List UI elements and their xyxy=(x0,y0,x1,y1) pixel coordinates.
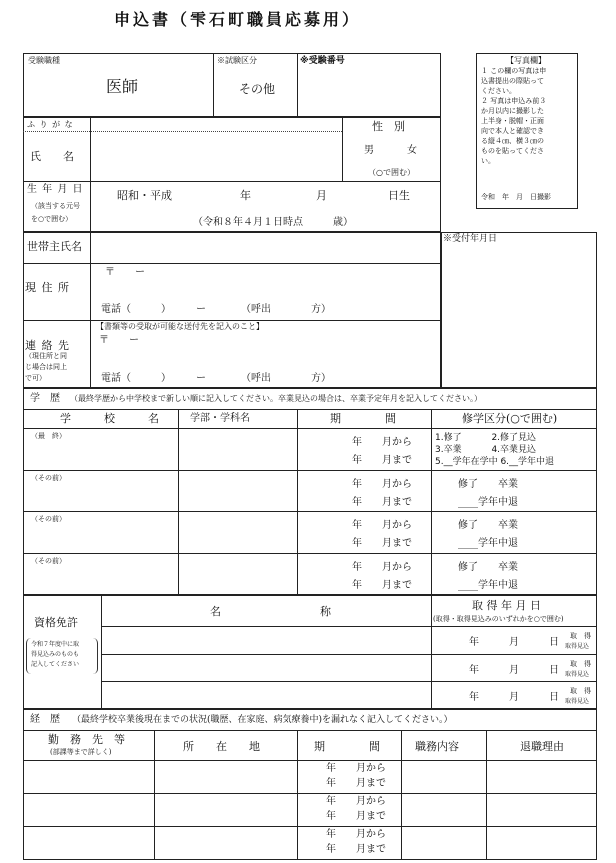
edu-status-option[interactable]: 1.修了 2.修了見込 xyxy=(435,433,537,443)
career-to[interactable]: 年 月まで xyxy=(326,844,386,855)
photo-instruction-line: ください。 xyxy=(481,87,516,95)
career-heading: 経 歴 xyxy=(30,714,60,725)
address-phone[interactable]: 電話（ ） ー （呼出 方） xyxy=(101,304,331,315)
career-col-period: 期 間 xyxy=(314,740,380,753)
career-col-reason: 退職理由 xyxy=(520,740,564,753)
householder-field[interactable] xyxy=(92,234,439,262)
career-from[interactable]: 年 月から xyxy=(326,829,386,840)
education-heading: 学 歴 xyxy=(30,393,60,404)
career-work-field[interactable] xyxy=(24,794,153,825)
career-work-field[interactable] xyxy=(24,827,153,858)
license-note-line: 記入してください xyxy=(31,661,80,668)
birth-note-1: （該当する元号 xyxy=(31,202,80,210)
edu-row-from[interactable]: 年 月から xyxy=(352,478,412,490)
edu-row-to[interactable]: 年 月まで xyxy=(352,455,412,466)
birth-note-2: を○で囲む） xyxy=(31,215,73,223)
edu-row-from[interactable]: 年 月から xyxy=(352,562,412,574)
sex-circle-note: （○で囲む） xyxy=(368,168,415,177)
col-dept: 学部・学科名 xyxy=(190,413,250,424)
license-acquire-expected[interactable]: 取得見込 xyxy=(565,643,590,650)
career-reason-field[interactable] xyxy=(487,761,596,792)
edu-row-tag: （その前） xyxy=(31,473,66,482)
edu-status-option[interactable]: 5.__学年在学中 6.__学年中退 xyxy=(435,457,555,467)
career-work-field[interactable] xyxy=(24,761,153,792)
receipt-label: ※受付年月日 xyxy=(443,234,498,244)
license-acquire-expected[interactable]: 取得見込 xyxy=(565,698,590,705)
career-duty-field[interactable] xyxy=(402,827,485,858)
career-reason-field[interactable] xyxy=(487,794,596,825)
receipt-box xyxy=(441,232,597,388)
birth-month[interactable]: 月 xyxy=(316,189,327,202)
birth-era[interactable]: 昭和・平成 xyxy=(117,189,172,202)
dept-field[interactable] xyxy=(179,554,296,594)
address-label: 現 住 所 xyxy=(25,281,70,294)
dept-field[interactable] xyxy=(179,429,296,469)
name-field[interactable] xyxy=(92,133,340,179)
page-title: 申込書（雫石町職員応募用） xyxy=(114,10,362,29)
license-acquired[interactable]: 取 得 xyxy=(570,632,591,640)
photo-title: 【写真欄】 xyxy=(506,56,546,65)
photo-instruction-line: 上半身・脱帽・正面 xyxy=(481,117,544,125)
license-row-date[interactable]: 年 月 日 xyxy=(469,665,559,676)
contact-note-line: （現住所と同 xyxy=(25,352,67,360)
photo-instruction-line: １ この欄の写真は申 xyxy=(481,67,547,75)
photo-instruction-line: 込書提出の際貼って xyxy=(481,77,544,85)
license-col-name: 名 称 xyxy=(210,605,331,618)
career-to[interactable]: 年 月まで xyxy=(326,778,386,789)
career-from[interactable]: 年 月から xyxy=(326,763,386,774)
edu-status-option[interactable]: 3.卒業 4.卒業見込 xyxy=(435,445,537,455)
job-label: 受験職種 xyxy=(28,56,60,65)
career-col-duty: 職務内容 xyxy=(415,740,459,753)
age-note: （令和８年４月１日時点 歳） xyxy=(193,217,353,228)
householder-label: 世帯主氏名 xyxy=(27,240,82,253)
license-name-field[interactable] xyxy=(102,655,430,681)
career-location-field[interactable] xyxy=(155,761,296,792)
career-location-field[interactable] xyxy=(155,794,296,825)
career-col-work: 勤 務 先 等 xyxy=(48,733,125,746)
edu-row-tag: （その前） xyxy=(31,515,66,524)
education-note: （最終学歴から中学校まで新しい順に記入してください。卒業見込の場合は、卒業予定年月を記入してください。） xyxy=(70,394,482,403)
col-school: 学 校 名 xyxy=(60,412,159,425)
license-note-line: 令和７年度中に取 xyxy=(31,641,80,648)
career-reason-field[interactable] xyxy=(487,827,596,858)
license-acquire-expected[interactable]: 取得見込 xyxy=(565,671,590,678)
photo-instruction-line: 向で本人と確認でき xyxy=(481,127,544,135)
address-postal[interactable]: 〒 ー xyxy=(105,267,145,278)
contact-note-line: じ場合は同上 xyxy=(25,363,67,371)
career-duty-field[interactable] xyxy=(402,794,485,825)
edu-status-option[interactable]: ____学年中退 xyxy=(458,538,518,550)
career-col-loc: 所 在 地 xyxy=(183,740,260,753)
edu-row-to[interactable]: 年 月まで xyxy=(352,580,412,592)
edu-status-option[interactable]: ____学年中退 xyxy=(458,580,518,592)
sex-male[interactable]: 男 xyxy=(364,145,374,156)
photo-instruction-line: る縦４㎝、横３㎝の xyxy=(481,137,544,145)
birth-day[interactable]: 日生 xyxy=(388,189,410,202)
license-row-date[interactable]: 年 月 日 xyxy=(469,637,559,648)
edu-row-tag: （その前） xyxy=(31,557,66,566)
license-acquired[interactable]: 取 得 xyxy=(570,660,591,668)
license-row-date[interactable]: 年 月 日 xyxy=(469,692,559,703)
photo-instruction-line: い。 xyxy=(481,157,495,165)
edu-status-option[interactable]: 修了 卒業 xyxy=(458,478,518,490)
furigana-label: ふ り が な xyxy=(27,120,74,129)
contact-hint: 【書類等の受取が可能な送付先を記入のこと】 xyxy=(96,322,264,331)
sex-female[interactable]: 女 xyxy=(407,145,417,156)
license-name-field[interactable] xyxy=(102,627,430,653)
license-col-date-note: (取得・取得見込みのいずれかを○で囲む) xyxy=(433,615,564,623)
career-duty-field[interactable] xyxy=(402,761,485,792)
photo-instruction-line: ものを貼ってくださ xyxy=(481,147,544,155)
edu-status-option[interactable]: ____学年中退 xyxy=(458,496,518,508)
license-label: 資格免許 xyxy=(34,616,78,629)
career-col-work-note: (部課等まで詳しく) xyxy=(50,748,112,756)
photo-instruction-line: か月以内に撮影した xyxy=(481,107,544,115)
career-note: （最終学校卒業後現在までの状況(職歴、在家庭、病気療養中)を漏れなく記入してください。） xyxy=(72,715,453,725)
license-col-date: 取 得 年 月 日 xyxy=(472,599,541,612)
col-period: 期 間 xyxy=(330,412,396,425)
contact-label: 連 絡 先 xyxy=(25,339,70,352)
license-note-line: 得見込みのものも xyxy=(31,651,80,658)
edu-status-option[interactable]: 修了 卒業 xyxy=(458,562,518,574)
dept-field[interactable] xyxy=(179,512,296,552)
contact-phone[interactable]: 電話（ ） ー （呼出 方） xyxy=(101,373,331,384)
dept-field[interactable] xyxy=(179,471,296,511)
edu-status-option[interactable]: 修了 卒業 xyxy=(458,520,518,532)
name-label: 氏 名 xyxy=(30,150,74,163)
contact-postal[interactable]: 〒 ー xyxy=(99,335,139,346)
exam-class-value[interactable]: その他 xyxy=(239,82,276,96)
photo-instruction-line: ２ 写真は申込み前３ xyxy=(481,97,547,105)
job-value[interactable]: 医師 xyxy=(106,77,139,96)
edu-row-from[interactable]: 年 月から xyxy=(352,520,412,532)
edu-row-from[interactable]: 年 月から xyxy=(352,437,412,448)
license-name-field[interactable] xyxy=(102,682,430,708)
career-location-field[interactable] xyxy=(155,827,296,858)
career-from[interactable]: 年 月から xyxy=(326,796,386,807)
exam-class-label: ※試験区分 xyxy=(217,56,257,65)
license-acquired[interactable]: 取 得 xyxy=(570,687,591,695)
birth-year[interactable]: 年 xyxy=(240,189,251,202)
photo-date: 令和 年 月 日撮影 xyxy=(481,193,551,201)
birth-label: 生 年 月 日 xyxy=(27,184,84,195)
edu-row-tag: （最 終） xyxy=(31,432,66,440)
sex-label: 性 別 xyxy=(372,120,405,133)
edu-row-to[interactable]: 年 月まで xyxy=(352,538,412,550)
contact-note-line: で可） xyxy=(25,374,46,382)
edu-row-to[interactable]: 年 月まで xyxy=(352,496,412,508)
exam-number-label: ※受験番号 xyxy=(300,56,345,66)
career-to[interactable]: 年 月まで xyxy=(326,811,386,822)
col-status: 修学区分(○で囲む) xyxy=(462,412,558,425)
